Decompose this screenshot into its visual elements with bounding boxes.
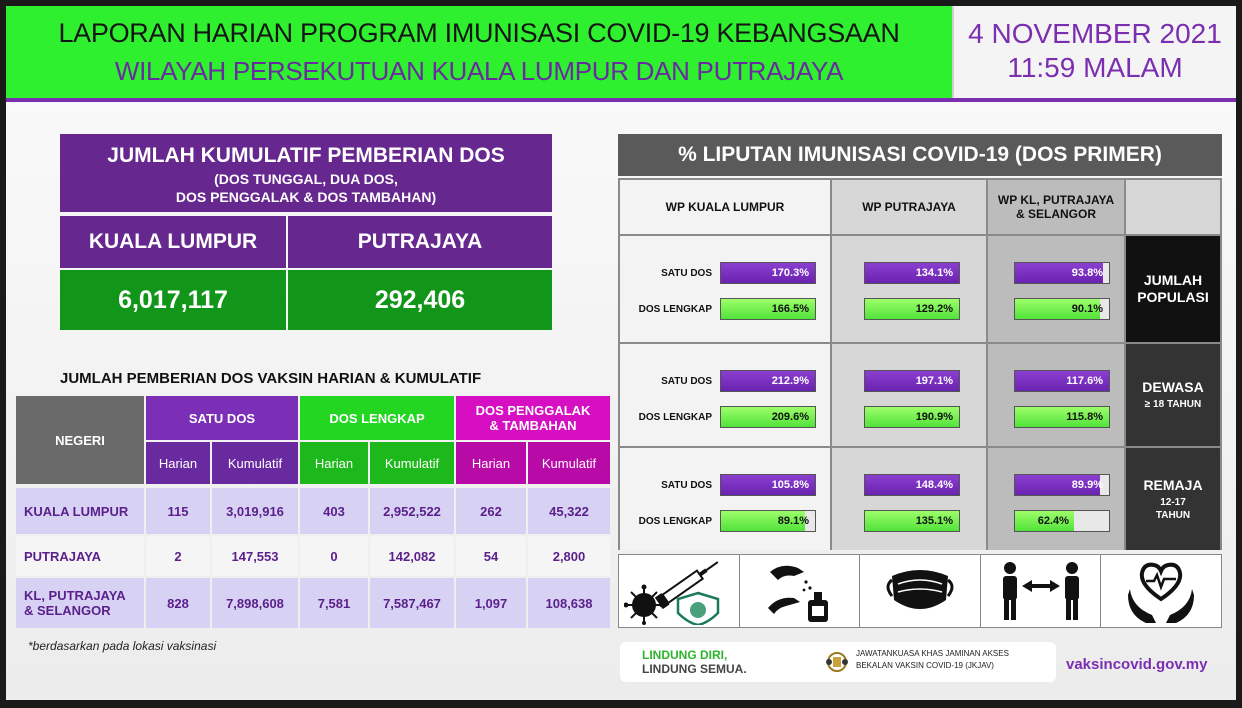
vaccine-virus-icon xyxy=(619,555,740,627)
coverage-group-sub: 12-17 TAHUN xyxy=(1155,496,1191,521)
coverage-bar-value: 89.9% xyxy=(1071,479,1103,491)
coverage-column-header: WP KL, PUTRAJAYA & SELANGOR xyxy=(988,180,1124,234)
coverage-header-spacer xyxy=(1126,180,1220,234)
coverage-bar-value: 90.1% xyxy=(1071,303,1103,315)
report-datetime xyxy=(952,6,1236,98)
heart-care-icon xyxy=(1101,555,1221,627)
coverage-bar xyxy=(720,510,816,532)
government-crest-icon xyxy=(824,650,850,674)
coverage-cell xyxy=(832,448,986,550)
report-frame xyxy=(6,6,1236,700)
table-header-group: DOS LENGKAP xyxy=(300,396,454,440)
table-cell: 108,638 xyxy=(528,578,610,628)
coverage-bar-value: 209.6% xyxy=(771,411,809,423)
committee-name xyxy=(856,648,1009,672)
table-subheader-harian: Harian xyxy=(146,442,210,484)
coverage-row-label: SATU DOS xyxy=(661,480,712,491)
coverage-column-header: WP PUTRAJAYA xyxy=(832,180,986,234)
table-cell: 403 xyxy=(300,488,368,534)
cumulative-title: JUMLAH KUMULATIF PEMBERIAN DOS xyxy=(107,144,505,167)
committee-line-1: JAWATANKUASA KHAS JAMINAN AKSES xyxy=(856,649,1009,658)
table-subheader-harian: Harian xyxy=(300,442,368,484)
report-date: 4 NOVEMBER 2021 xyxy=(968,18,1222,49)
table-cell: 828 xyxy=(146,578,210,628)
coverage-bar xyxy=(720,262,816,284)
hand-sanitizer-icon xyxy=(740,555,861,627)
website-link[interactable]: vaksincovid.gov.my xyxy=(1066,656,1208,673)
cumulative-subtitle-1: (DOS TUNGGAL, DUA DOS, xyxy=(214,171,398,187)
coverage-bar xyxy=(864,262,960,284)
committee-line-2: BEKALAN VAKSIN COVID-19 (JKJAV) xyxy=(856,661,994,670)
coverage-cell xyxy=(988,448,1124,550)
report-title: LAPORAN HARIAN PROGRAM IMUNISASI COVID-19 KEBANGSAAN xyxy=(58,18,900,48)
table-header-negeri: NEGERI xyxy=(16,396,144,484)
coverage-bar-value: 62.4% xyxy=(1037,515,1069,527)
coverage-bar-value: 197.1% xyxy=(915,375,953,387)
table-cell: 7,898,608 xyxy=(212,578,298,628)
coverage-bar-value: 115.8% xyxy=(1066,411,1103,423)
coverage-cell xyxy=(620,448,830,550)
coverage-bar-value: 129.2% xyxy=(915,303,953,315)
coverage-bar-value: 148.4% xyxy=(915,479,953,491)
report-subtitle: WILAYAH PERSEKUTUAN KUALA LUMPUR DAN PUTRAJAYA xyxy=(114,56,844,86)
coverage-bar-value: 134.1% xyxy=(915,267,953,279)
coverage-cell xyxy=(988,344,1124,446)
coverage-title: % LIPUTAN IMUNISASI COVID-19 (DOS PRIMER) xyxy=(618,134,1222,176)
coverage-bar xyxy=(864,406,960,428)
slogan-line-1: LINDUNG DIRI, xyxy=(642,648,728,662)
coverage-bar-value: 166.5% xyxy=(771,303,809,315)
coverage-bar xyxy=(1014,510,1110,532)
report-time: 11:59 MALAM xyxy=(1007,52,1183,83)
coverage-bar xyxy=(864,510,960,532)
coverage-cell xyxy=(620,236,830,342)
coverage-bar-value: 89.1% xyxy=(777,515,809,527)
coverage-row-label: DOS LENGKAP xyxy=(638,304,712,315)
face-mask-icon xyxy=(860,555,981,627)
coverage-bar xyxy=(1014,406,1110,428)
coverage-bar-value: 93.8% xyxy=(1071,267,1103,279)
coverage-bar-value: 117.6% xyxy=(1066,375,1103,387)
physical-distancing-icon xyxy=(981,555,1102,627)
coverage-bar xyxy=(720,406,816,428)
table-cell: 1,097 xyxy=(456,578,526,628)
table-cell: 7,581 xyxy=(300,578,368,628)
cumulative-subtitle-2: DOS PENGGALAK & DOS TAMBAHAN) xyxy=(175,189,437,205)
cumulative-value-putrajaya: 292,406 xyxy=(288,270,552,330)
table-row-name: KL, PUTRAJAYA & SELANGOR xyxy=(16,578,144,628)
coverage-group-label xyxy=(1126,344,1220,446)
table-cell: 142,082 xyxy=(370,536,454,576)
cumulative-title-box xyxy=(60,134,552,212)
cumulative-region-kl: KUALA LUMPUR xyxy=(60,216,286,268)
coverage-row-label: DOS LENGKAP xyxy=(638,516,712,527)
coverage-row-label: DOS LENGKAP xyxy=(638,412,712,423)
table-subheader-kumulatif: Kumulatif xyxy=(212,442,298,484)
cumulative-region-putrajaya: PUTRAJAYA xyxy=(288,216,552,268)
table-cell: 147,553 xyxy=(212,536,298,576)
table-cell: 262 xyxy=(456,488,526,534)
coverage-column-header: WP KUALA LUMPUR xyxy=(620,180,830,234)
report-header xyxy=(6,6,952,98)
table-cell: 0 xyxy=(300,536,368,576)
prevention-icons xyxy=(618,554,1222,628)
table-subheader-harian: Harian xyxy=(456,442,526,484)
table-cell: 2,952,522 xyxy=(370,488,454,534)
table-subheader-kumulatif: Kumulatif xyxy=(528,442,610,484)
coverage-bar xyxy=(864,298,960,320)
coverage-bar xyxy=(1014,262,1110,284)
daily-table-title: JUMLAH PEMBERIAN DOS VAKSIN HARIAN & KUMULATIF xyxy=(60,370,482,387)
coverage-cell xyxy=(832,344,986,446)
coverage-bar xyxy=(1014,370,1110,392)
coverage-bar-value: 135.1% xyxy=(915,515,953,527)
coverage-group-label xyxy=(1126,448,1220,550)
table-cell: 115 xyxy=(146,488,210,534)
table-cell: 45,322 xyxy=(528,488,610,534)
table-row-name: PUTRAJAYA xyxy=(16,536,144,576)
coverage-row-label: SATU DOS xyxy=(661,268,712,279)
table-cell: 54 xyxy=(456,536,526,576)
coverage-bar-value: 170.3% xyxy=(771,267,809,279)
coverage-bar xyxy=(720,474,816,496)
table-header-group: SATU DOS xyxy=(146,396,298,440)
footnote: *berdasarkan pada lokasi vaksinasi xyxy=(28,639,217,653)
coverage-bar xyxy=(720,298,816,320)
coverage-group-label xyxy=(1126,236,1220,342)
table-cell: 2 xyxy=(146,536,210,576)
coverage-cell xyxy=(832,236,986,342)
table-row-name: KUALA LUMPUR xyxy=(16,488,144,534)
slogan-line-2: LINDUNG SEMUA. xyxy=(642,662,747,676)
coverage-group-sub: ≥ 18 TAHUN xyxy=(1144,399,1202,410)
coverage-group-name: DEWASA xyxy=(1142,379,1204,395)
coverage-bar xyxy=(864,370,960,392)
coverage-group-name: REMAJA xyxy=(1143,476,1203,493)
coverage-bar xyxy=(1014,474,1110,496)
campaign-banner xyxy=(620,642,1056,682)
table-subheader-kumulatif: Kumulatif xyxy=(370,442,454,484)
table-cell: 7,587,467 xyxy=(370,578,454,628)
coverage-cell xyxy=(620,344,830,446)
coverage-bar xyxy=(864,474,960,496)
coverage-bar-value: 105.8% xyxy=(771,479,809,491)
coverage-bar-value: 212.9% xyxy=(771,375,809,387)
coverage-bar xyxy=(720,370,816,392)
coverage-bar xyxy=(1014,298,1110,320)
table-cell: 3,019,916 xyxy=(212,488,298,534)
coverage-row-label: SATU DOS xyxy=(661,376,712,387)
coverage-group-name: JUMLAH POPULASI xyxy=(1137,272,1209,305)
table-header-group: DOS PENGGALAK & TAMBAHAN xyxy=(456,396,610,440)
coverage-cell xyxy=(988,236,1124,342)
coverage-bar-value: 190.9% xyxy=(915,411,953,423)
table-cell: 2,800 xyxy=(528,536,610,576)
cumulative-value-kl: 6,017,117 xyxy=(60,270,286,330)
header-divider xyxy=(6,98,1236,102)
